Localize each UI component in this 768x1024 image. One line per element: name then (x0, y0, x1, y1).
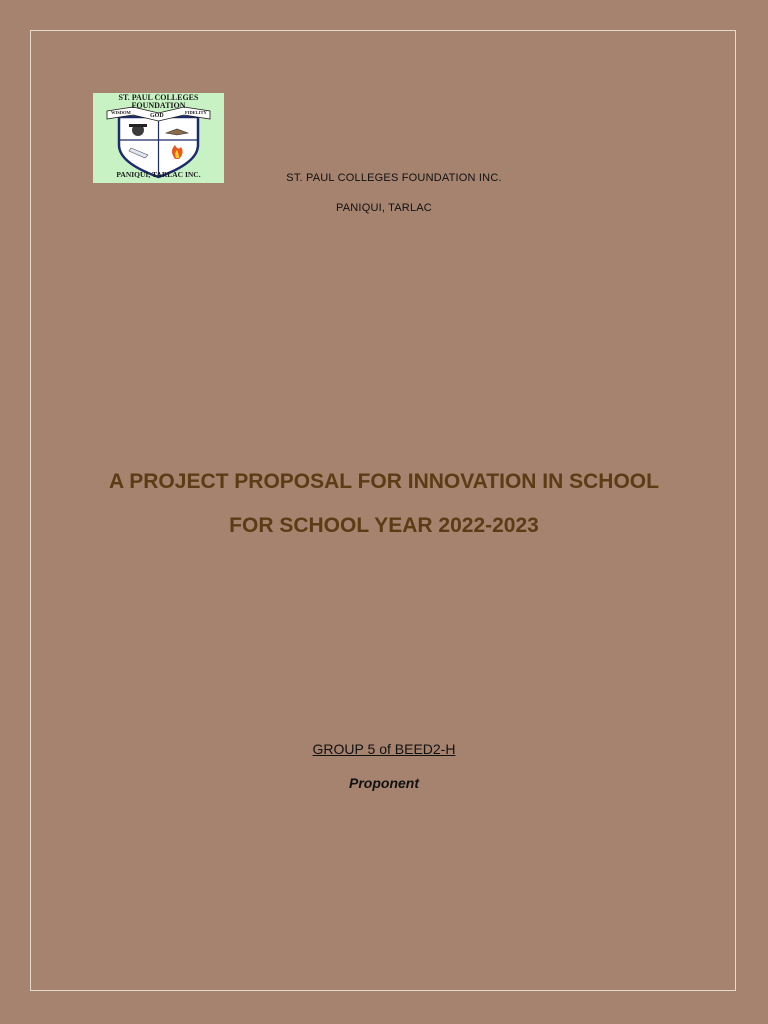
logo-motto-left: WISDOM (111, 110, 131, 115)
school-name: ST. PAUL COLLEGES FOUNDATION INC. (286, 172, 502, 184)
logo-top-text: ST. PAUL COLLEGES FOUNDATION (118, 93, 199, 110)
logo-motto-right: FIDELITY (185, 110, 207, 115)
school-location: PANIQUI, TARLAC (336, 202, 432, 214)
logo-motto-center: GOD (150, 113, 164, 119)
proposal-title-line-2: FOR SCHOOL YEAR 2022-2023 (229, 514, 539, 537)
group-name: GROUP 5 of BEED2-H (312, 741, 456, 757)
school-logo (93, 93, 224, 183)
proposal-title-line-1: A PROJECT PROPOSAL FOR INNOVATION IN SCHOOL (109, 470, 659, 493)
proponent-label: Proponent (349, 775, 419, 791)
logo-bottom-text: PANIQUI, TARLAC INC. (116, 170, 201, 179)
